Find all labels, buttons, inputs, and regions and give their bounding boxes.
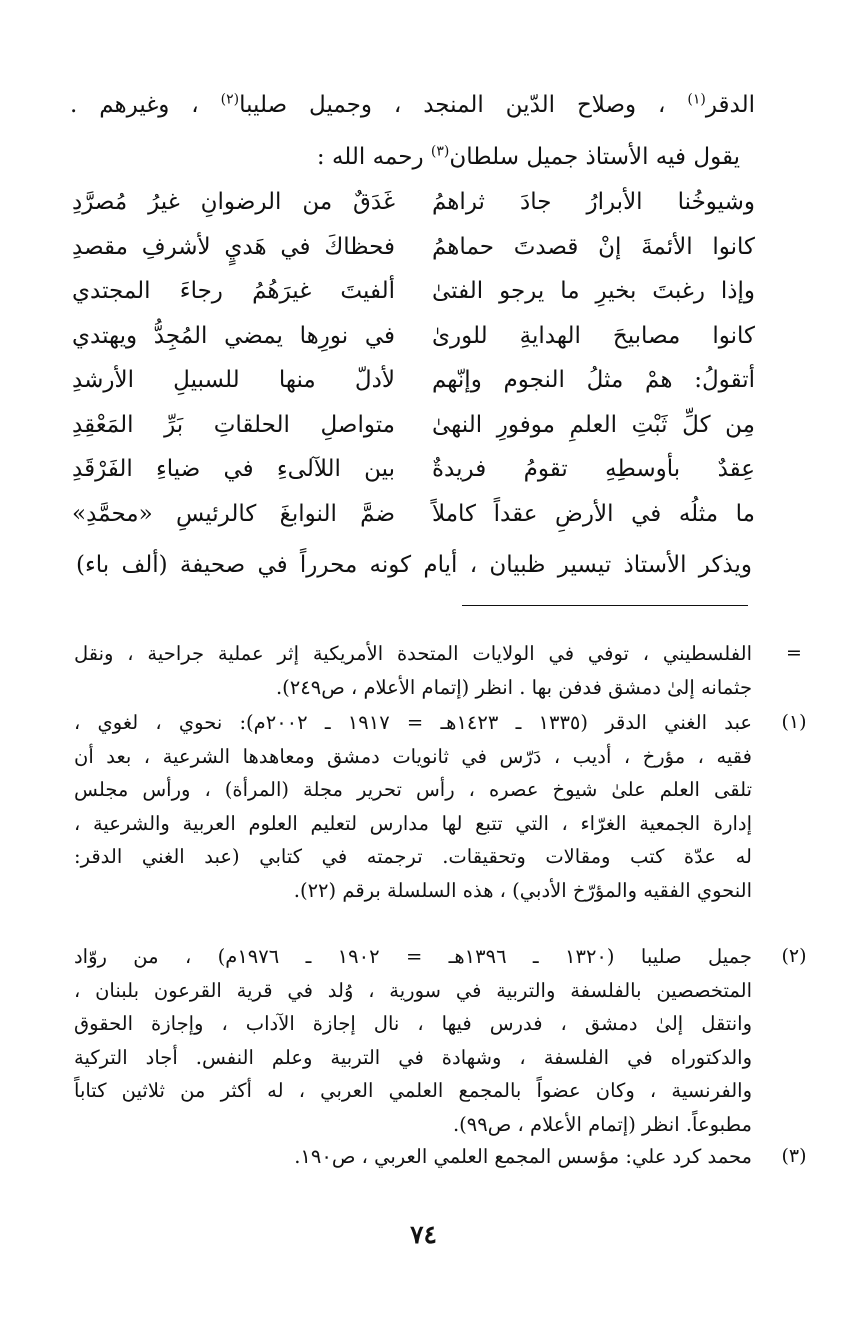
footnote-3 [74, 1140, 807, 1174]
verse-first-hemistich: كانوا الأئمةَ إنْ قصدتَ حماهمُ [432, 233, 755, 260]
footnote-1 [74, 706, 807, 907]
footnote-line: والدكتوراه في الفلسفة ، وشهادة في التربية وعلم النفس. أجاد التركية [74, 1045, 752, 1069]
verse-first-hemistich: أتقولُ: همْ مثلُ النجوم وإنّهم [432, 367, 755, 393]
verse-second-hemistich: بين اللآلىءِ في ضياءِ الفَرْقَدِ [72, 456, 395, 482]
footnote-marker: (٢) [781, 945, 807, 967]
intro-line-2 [70, 140, 740, 174]
footnote-line: النحوي الفقيه والمؤرّخ الأدبي) ، هذه السلسلة برقم (٢٢). [293, 878, 752, 902]
intro-line-1 [70, 88, 755, 122]
footnote-continuation [74, 637, 802, 704]
verse-second-hemistich: ألفيتَ غيرَهُمُ رجاءَ المجتدي [72, 278, 395, 304]
page-number: ٧٤ [410, 1220, 437, 1249]
verse-second-hemistich: ضمَّ النوابغَ كالرئيسِ «محمَّدِ» [72, 500, 395, 527]
poem-verse [72, 405, 755, 450]
footnote-marker: (٣) [781, 1145, 807, 1167]
after-poem-line: ويذكر الأستاذ تيسير ظبيان ، أيام كونه محرراً في صحيفة (ألف باء) [76, 552, 752, 578]
footnote-line: المتخصصين بالفلسفة والتربية في سورية ، وُلد في قرية القرعون بلبنان ، [74, 978, 752, 1002]
verse-second-hemistich: فحظاكَ في هَديٍ لأشرفِ مقصدِ [72, 233, 395, 260]
footnote-marker: (١) [781, 711, 807, 733]
poem-verse [72, 449, 755, 494]
footnote-ref-1: (١) [687, 91, 706, 108]
verse-second-hemistich: غَدَقٌ من الرضوانِ غيرُ مُصرَّدِ [72, 189, 395, 215]
footnote-line: إدارة الجمعية الغرّاء ، التي تتبع لها مدارس لتعليم العلوم العربية والشرعية ، [74, 811, 752, 835]
footnote-separator [462, 605, 748, 606]
poem-verse [72, 494, 755, 539]
footnote-line: الفلسطيني ، توفي في الولايات المتحدة الأمريكية إثر عملية جراحية ، ونقل [74, 642, 752, 665]
footnote-line: عبد الغني الدقر (١٣٣٥ ـ ١٤٢٣هـ = ١٩١٧ ـ ٢٠٠٢م): نحوي ، لغوي ، [74, 711, 752, 734]
footnote-line: جثمانه إلىٰ دمشق فدفن بها . انظر (إتمام الأعلام ، ص٢٤٩). [275, 675, 752, 699]
footnote-line: محمد كرد علي: مؤسس المجمع العلمي العربي ، ص١٩٠. [294, 1145, 752, 1168]
poem-verse [72, 360, 755, 405]
verse-second-hemistich: لأدلّ منها للسبيلِ الأرشدِ [72, 367, 395, 393]
footnote-marker: = [786, 642, 802, 664]
footnote-2 [74, 940, 807, 1141]
footnote-line: جميل صليبا (١٣٢٠ ـ ١٣٩٦هـ = ١٩٠٢ ـ ١٩٧٦م) ، من روّاد [74, 945, 752, 968]
intro-text-e: رحمه الله : [316, 144, 431, 170]
poem-verse [72, 271, 755, 316]
intro-text-a: الدقر [705, 92, 755, 118]
verse-first-hemistich: عِقدٌ بأوسطِهِ تقومُ فريدةٌ [432, 456, 755, 482]
verse-first-hemistich: وإذا رغبتَ بخيرِ ما يرجو الفتىٰ [432, 278, 755, 304]
poem-verse [72, 227, 755, 272]
footnote-line: تلقى العلم علىٰ شيوخ عصره ، رأس تحرير مجلة (المرأة) ، ورأس مجلس [74, 778, 752, 801]
intro-text-b: ، وصلاح الدّين المنجد ، وجميل صليبا [239, 92, 688, 118]
footnote-line: والفرنسية ، وكان عضواً بالمجمع العلمي العربي ، له أكثر من ثلاثين كتاباً [74, 1079, 752, 1102]
footnote-ref-2: (٢) [220, 91, 240, 108]
footnote-line: له عدّة كتب ومقالات وتحقيقات. ترجمته في كتابي (عبد الغني الدقر: [74, 845, 752, 868]
footnote-line: وانتقل إلىٰ دمشق ، فدرس فيها ، نال إجازة الآداب ، وإجازة الحقوق [74, 1012, 752, 1035]
footnote-line: مطبوعاً. انظر (إتمام الأعلام ، ص٩٩). [452, 1112, 752, 1136]
verse-first-hemistich: كانوا مصابيحَ الهدايةِ للورىٰ [432, 322, 755, 349]
poem [72, 182, 755, 538]
verse-first-hemistich: مِن كلِّ ثَبْتِ العلمِ موفورِ النهىٰ [432, 411, 755, 438]
verse-second-hemistich: متواصلِ الحلقاتِ بَرِّ المَعْقِدِ [72, 411, 395, 438]
verse-first-hemistich: ما مثلُه في الأرضِ عقداً كاملاً [432, 500, 755, 527]
poem-verse [72, 182, 755, 227]
intro-text-c: ، وغيرهم . [70, 92, 221, 118]
poem-verse [72, 316, 755, 361]
intro-text-d: يقول فيه الأستاذ جميل سلطان [449, 144, 740, 170]
footnote-line: فقيه ، مؤرخ ، أديب ، دَرّس في ثانويات دمشق ومعاهدها الشرعية ، بعد أن [74, 744, 752, 768]
footnote-ref-3: (٣) [430, 143, 450, 160]
verse-first-hemistich: وشيوخُنا الأبرارُ جادَ ثراهمُ [432, 189, 755, 215]
verse-second-hemistich: في نورِها يمضي المُجِدُّ ويهتدي [72, 322, 395, 349]
